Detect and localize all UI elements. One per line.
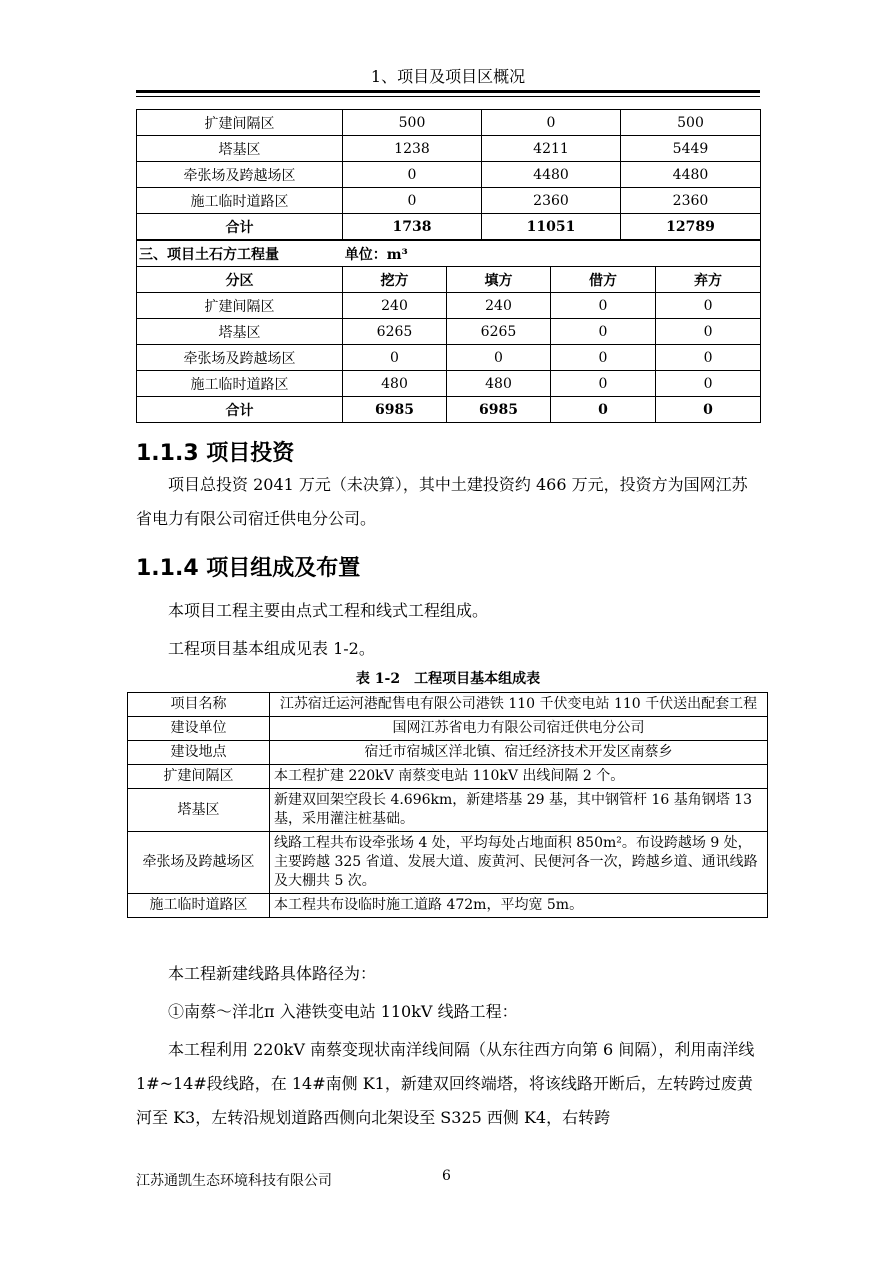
table-cell: 0	[656, 397, 761, 423]
table-row	[128, 693, 768, 717]
area-table	[136, 109, 761, 240]
table-cell: 牵张场及跨越场区	[137, 345, 343, 371]
route-intro-paragraph: 本工程新建线路具体路径为：	[168, 964, 377, 983]
table-cell: 0	[551, 319, 656, 345]
unit-label: 单位：m³	[344, 246, 408, 263]
row-value: 国网江苏省电力有限公司宿迁供电分公司	[270, 717, 768, 741]
header-rule-thick	[136, 90, 760, 93]
table-cell: 塔基区	[137, 319, 343, 345]
header-rule-thin	[136, 96, 760, 97]
table-cell: 6985	[343, 397, 447, 423]
row-label: 施工临时道路区	[128, 894, 270, 918]
table-cell: 6265	[343, 319, 447, 345]
footer-company: 江苏通凯生态环境科技有限公司	[136, 1173, 332, 1189]
table-row	[137, 110, 761, 136]
row-label: 塔基区	[128, 789, 270, 832]
table-row	[137, 345, 761, 371]
table-cell: 扩建间隔区	[137, 293, 343, 319]
table-row	[128, 741, 768, 765]
table-cell: 施工临时道路区	[137, 188, 343, 214]
table-cell: 施工临时道路区	[137, 371, 343, 397]
table-cell: 0	[343, 345, 447, 371]
table-row	[128, 832, 768, 894]
table-ref-paragraph: 工程项目基本组成见表 1-2。	[168, 639, 375, 658]
table-cell: 0	[656, 293, 761, 319]
table-row	[128, 765, 768, 789]
row-value: 本工程共布设临时施工道路 472m，平均宽 5m。	[270, 894, 768, 918]
table-cell: 1238	[343, 136, 482, 162]
section-title-cell	[137, 241, 761, 267]
section-heading-114: 1.1.4 项目组成及布置	[136, 556, 361, 581]
row-value: 本工程扩建 220kV 南蔡变电站 110kV 出线间隔 2 个。	[270, 765, 768, 789]
table-cell: 0	[656, 345, 761, 371]
table-cell: 6985	[447, 397, 551, 423]
earthwork-table	[136, 240, 761, 423]
table-cell: 0	[343, 162, 482, 188]
table-row	[137, 371, 761, 397]
table-row	[128, 789, 768, 832]
composition-paragraph: 本项目工程主要由点式工程和线式工程组成。	[168, 601, 489, 620]
column-header: 借方	[551, 267, 656, 293]
table-cell: 0	[656, 371, 761, 397]
table-row	[137, 136, 761, 162]
section-heading-113: 1.1.3 项目投资	[136, 441, 295, 466]
table-header-row	[137, 267, 761, 293]
row-value: 线路工程共布设牵张场 4 处，平均每处占地面积 850m²。布设跨越场 9 处，主要跨越 325 省道、发展大道、废黄河、民便河各一次，跨越乡道、通讯线路及大棚共 5 次。	[270, 832, 768, 894]
table-cell: 2360	[482, 188, 621, 214]
row-label: 牵张场及跨越场区	[128, 832, 270, 894]
table-row	[128, 717, 768, 741]
page-header-title: 1、项目及项目区概况	[370, 67, 526, 86]
table-cell: 480	[343, 371, 447, 397]
table-cell: 480	[447, 371, 551, 397]
table-cell: 4211	[482, 136, 621, 162]
table-caption: 表 1-2 工程项目基本组成表	[355, 671, 541, 687]
row-value: 宿迁市宿城区洋北镇、宿迁经济技术开发区南蔡乡	[270, 741, 768, 765]
table-cell: 2360	[621, 188, 761, 214]
investment-paragraph: 项目总投资 2041 万元（未决算），其中土建投资约 466 万元，投资方为国网江苏省电力有限公司宿迁供电分公司。	[136, 475, 748, 528]
table-cell: 4480	[621, 162, 761, 188]
column-header: 分区	[137, 267, 343, 293]
column-header: 挖方	[343, 267, 447, 293]
table-cell: 4480	[482, 162, 621, 188]
table-row-total	[137, 397, 761, 423]
row-label: 扩建间隔区	[128, 765, 270, 789]
table-row	[137, 188, 761, 214]
table-cell: 0	[447, 345, 551, 371]
table-cell: 240	[343, 293, 447, 319]
table-cell: 0	[482, 110, 621, 136]
row-value: 江苏宿迁运河港配售电有限公司港铁 110 千伏变电站 110 千伏送出配套工程	[270, 693, 768, 717]
table-row	[128, 894, 768, 918]
table-section-row	[137, 241, 761, 267]
row-label: 建设单位	[128, 717, 270, 741]
table-cell: 1738	[343, 214, 482, 240]
table-row	[137, 293, 761, 319]
table-cell: 240	[447, 293, 551, 319]
table-row-total	[137, 214, 761, 240]
table-cell: 5449	[621, 136, 761, 162]
composition-table	[127, 692, 768, 918]
table-cell: 塔基区	[137, 136, 343, 162]
table-row	[137, 162, 761, 188]
table-cell: 11051	[482, 214, 621, 240]
table-cell: 12789	[621, 214, 761, 240]
table-cell: 合计	[137, 397, 343, 423]
table-cell: 500	[343, 110, 482, 136]
table-cell: 500	[621, 110, 761, 136]
row-value: 新建双回架空段长 4.696km，新建塔基 29 基，其中钢管杆 16 基角钢塔 13 基，采用灌注桩基础。	[270, 789, 768, 832]
row-label: 建设地点	[128, 741, 270, 765]
route-description-paragraph: 本工程利用 220kV 南蔡变现状南洋线间隔（从东往西方向第 6 间隔），利用南洋线 1#~14#段线路，在 14#南侧 K1，新建双回终端塔，将该线路开断后，左转跨过废黄河至 K3，左转沿规划道路西侧向北架设至 S325 西侧 K4，右转跨	[136, 1040, 755, 1127]
column-header: 填方	[447, 267, 551, 293]
table-row	[137, 319, 761, 345]
column-header: 弃方	[656, 267, 761, 293]
table-cell: 0	[551, 397, 656, 423]
page-number: 6	[442, 1168, 451, 1184]
section-title: 三、项目土石方工程量	[139, 246, 279, 263]
table-cell: 合计	[137, 214, 343, 240]
table-cell: 扩建间隔区	[137, 110, 343, 136]
row-label: 项目名称	[128, 693, 270, 717]
table-cell: 0	[551, 371, 656, 397]
table-cell: 6265	[447, 319, 551, 345]
table-cell: 0	[656, 319, 761, 345]
table-cell: 牵张场及跨越场区	[137, 162, 343, 188]
route-item-paragraph: ①南蔡～洋北π 入港铁变电站 110kV 线路工程：	[168, 1002, 518, 1021]
table-cell: 0	[343, 188, 482, 214]
table-cell: 0	[551, 293, 656, 319]
table-cell: 0	[551, 345, 656, 371]
